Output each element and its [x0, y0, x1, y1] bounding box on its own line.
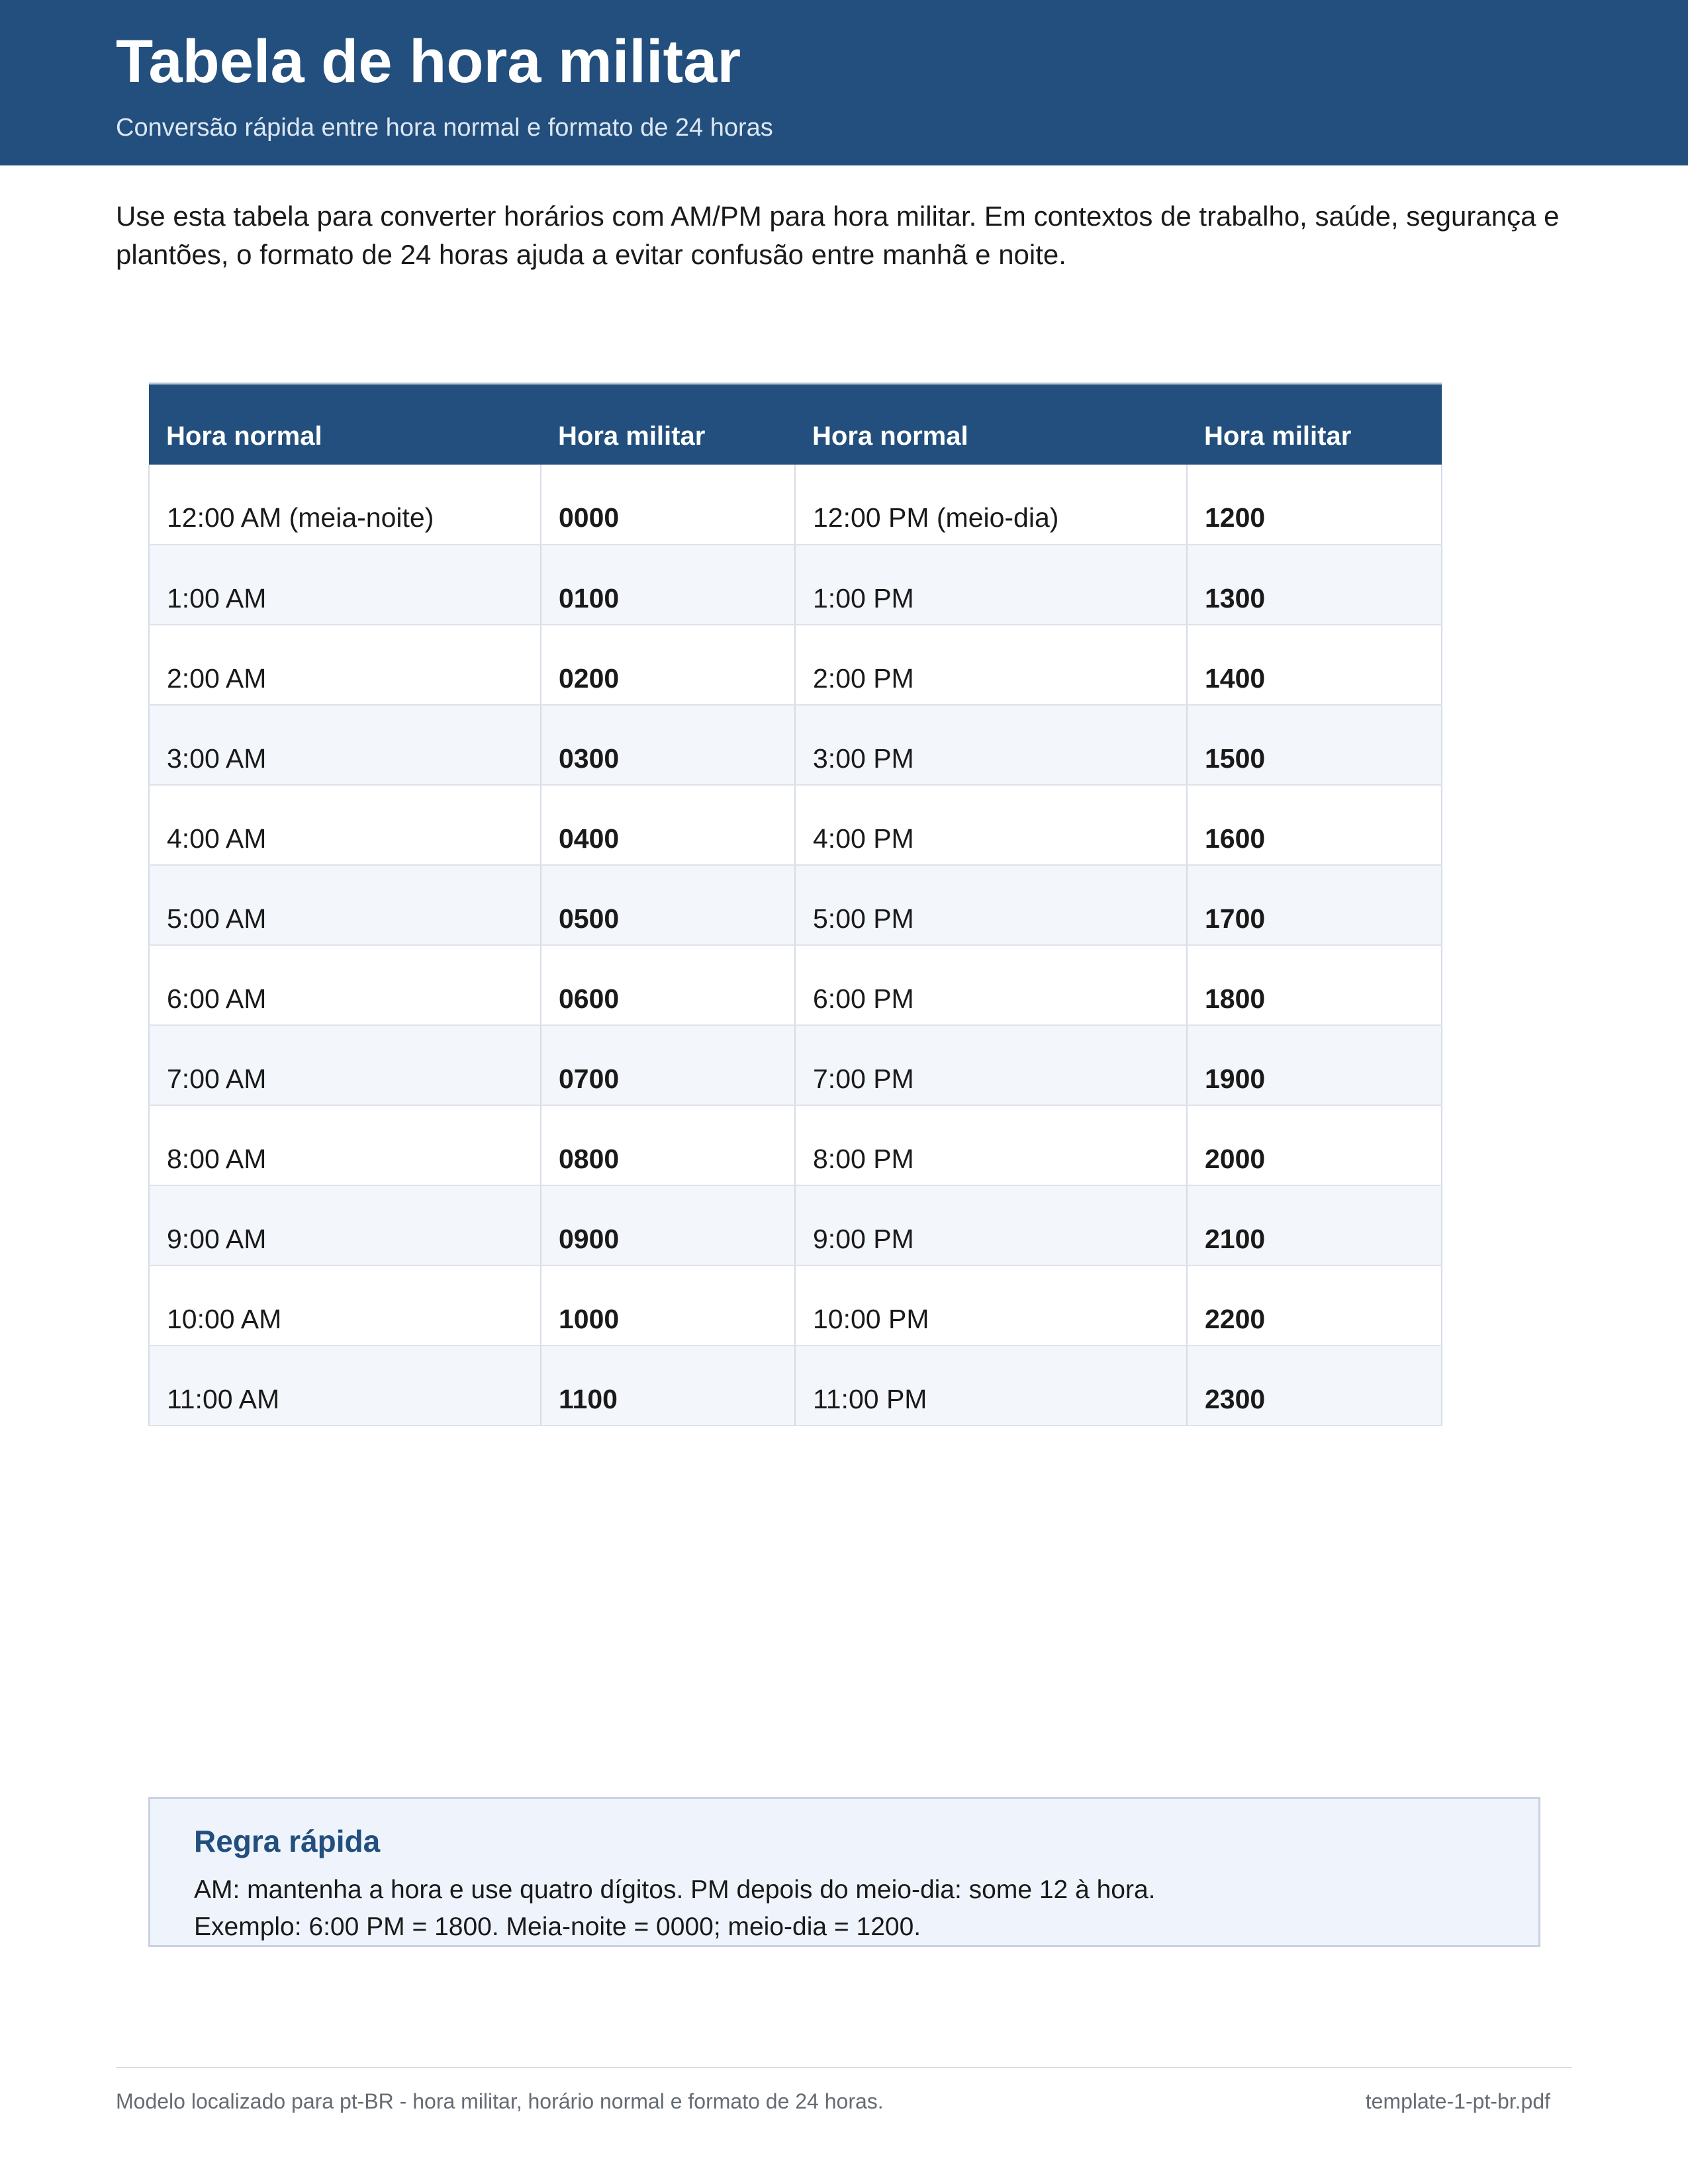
cell-normal-am: 11:00 AM [149, 1345, 541, 1426]
cell-military-pm: 1700 [1187, 865, 1442, 945]
footer-note: Modelo localizado para pt-BR - hora militar, horário normal e formato de 24 horas. [116, 2089, 884, 2113]
cell-normal-am: 6:00 AM [149, 945, 541, 1025]
header-military-pm: Hora militar [1187, 384, 1442, 465]
page-header [0, 0, 1688, 165]
cell-normal-pm: 6:00 PM [795, 945, 1187, 1025]
cell-normal-pm: 8:00 PM [795, 1105, 1187, 1185]
table-row [149, 625, 1442, 705]
cell-military-am: 0200 [541, 625, 795, 705]
cell-normal-pm: 2:00 PM [795, 625, 1187, 705]
header-military-am: Hora militar [541, 384, 795, 465]
cell-military-pm: 1900 [1187, 1025, 1442, 1105]
cell-military-am: 0700 [541, 1025, 795, 1105]
cell-normal-am: 1:00 AM [149, 545, 541, 625]
footer-filename: template-1-pt-br.pdf [1365, 2089, 1550, 2113]
quick-rule-title: Regra rápida [194, 1824, 381, 1858]
table-row [149, 1265, 1442, 1345]
footer-divider [116, 2067, 1572, 2068]
cell-normal-am: 3:00 AM [149, 705, 541, 785]
cell-military-pm: 2100 [1187, 1185, 1442, 1265]
cell-military-am: 0900 [541, 1185, 795, 1265]
quick-rule-line: AM: mantenha a hora e use quatro dígitos. PM depois do meio-dia: some 12 à hora. [194, 1876, 1156, 1904]
cell-military-am: 0100 [541, 545, 795, 625]
cell-military-am: 0500 [541, 865, 795, 945]
cell-normal-pm: 7:00 PM [795, 1025, 1187, 1105]
cell-normal-am: 5:00 AM [149, 865, 541, 945]
cell-military-pm: 1800 [1187, 945, 1442, 1025]
cell-normal-pm: 1:00 PM [795, 545, 1187, 625]
cell-normal-am: 12:00 AM (meia-noite) [149, 465, 541, 545]
cell-military-am: 0300 [541, 705, 795, 785]
table-row [149, 545, 1442, 625]
table-row [149, 1025, 1442, 1105]
cell-normal-am: 7:00 AM [149, 1025, 541, 1105]
cell-normal-am: 4:00 AM [149, 785, 541, 865]
cell-normal-am: 10:00 AM [149, 1265, 541, 1345]
header-normal-am: Hora normal [149, 384, 541, 465]
page-title: Tabela de hora militar [116, 28, 741, 95]
cell-military-am: 1100 [541, 1345, 795, 1426]
cell-normal-pm: 5:00 PM [795, 865, 1187, 945]
table-row [149, 705, 1442, 785]
conversion-table [148, 383, 1442, 1426]
cell-normal-pm: 4:00 PM [795, 785, 1187, 865]
cell-military-am: 1000 [541, 1265, 795, 1345]
table-header [149, 384, 1442, 465]
conversion-table-container [148, 383, 1441, 1426]
cell-normal-pm: 11:00 PM [795, 1345, 1187, 1426]
cell-military-pm: 1400 [1187, 625, 1442, 705]
quick-rule-box [148, 1797, 1540, 1947]
table-row [149, 945, 1442, 1025]
table-row [149, 865, 1442, 945]
cell-normal-am: 2:00 AM [149, 625, 541, 705]
table-row [149, 465, 1442, 545]
cell-normal-pm: 3:00 PM [795, 705, 1187, 785]
cell-military-am: 0600 [541, 945, 795, 1025]
cell-military-pm: 2300 [1187, 1345, 1442, 1426]
table-row [149, 1105, 1442, 1185]
cell-military-pm: 1300 [1187, 545, 1442, 625]
cell-military-am: 0000 [541, 465, 795, 545]
cell-military-am: 0800 [541, 1105, 795, 1185]
cell-military-pm: 1200 [1187, 465, 1442, 545]
table-header-row [149, 384, 1442, 465]
cell-normal-pm: 9:00 PM [795, 1185, 1187, 1265]
table-body [149, 465, 1442, 1426]
page-subtitle: Conversão rápida entre hora normal e formato de 24 horas [116, 114, 773, 142]
header-normal-pm: Hora normal [795, 384, 1187, 465]
table-row [149, 1185, 1442, 1265]
quick-rule-example: Exemplo: 6:00 PM = 1800. Meia-noite = 0000; meio-dia = 1200. [194, 1913, 921, 1941]
table-row [149, 785, 1442, 865]
cell-military-am: 0400 [541, 785, 795, 865]
cell-military-pm: 2200 [1187, 1265, 1442, 1345]
cell-military-pm: 1500 [1187, 705, 1442, 785]
table-row [149, 1345, 1442, 1426]
intro-paragraph: Use esta tabela para converter horários com AM/PM para hora militar. Em contextos de trabalho, saúde, segurança e plantões, o formato de 24 horas ajuda a evitar confusão entre manhã e noite. [116, 201, 1560, 270]
cell-normal-am: 8:00 AM [149, 1105, 541, 1185]
cell-military-pm: 1600 [1187, 785, 1442, 865]
cell-military-pm: 2000 [1187, 1105, 1442, 1185]
cell-normal-am: 9:00 AM [149, 1185, 541, 1265]
cell-normal-pm: 10:00 PM [795, 1265, 1187, 1345]
cell-normal-pm: 12:00 PM (meio-dia) [795, 465, 1187, 545]
